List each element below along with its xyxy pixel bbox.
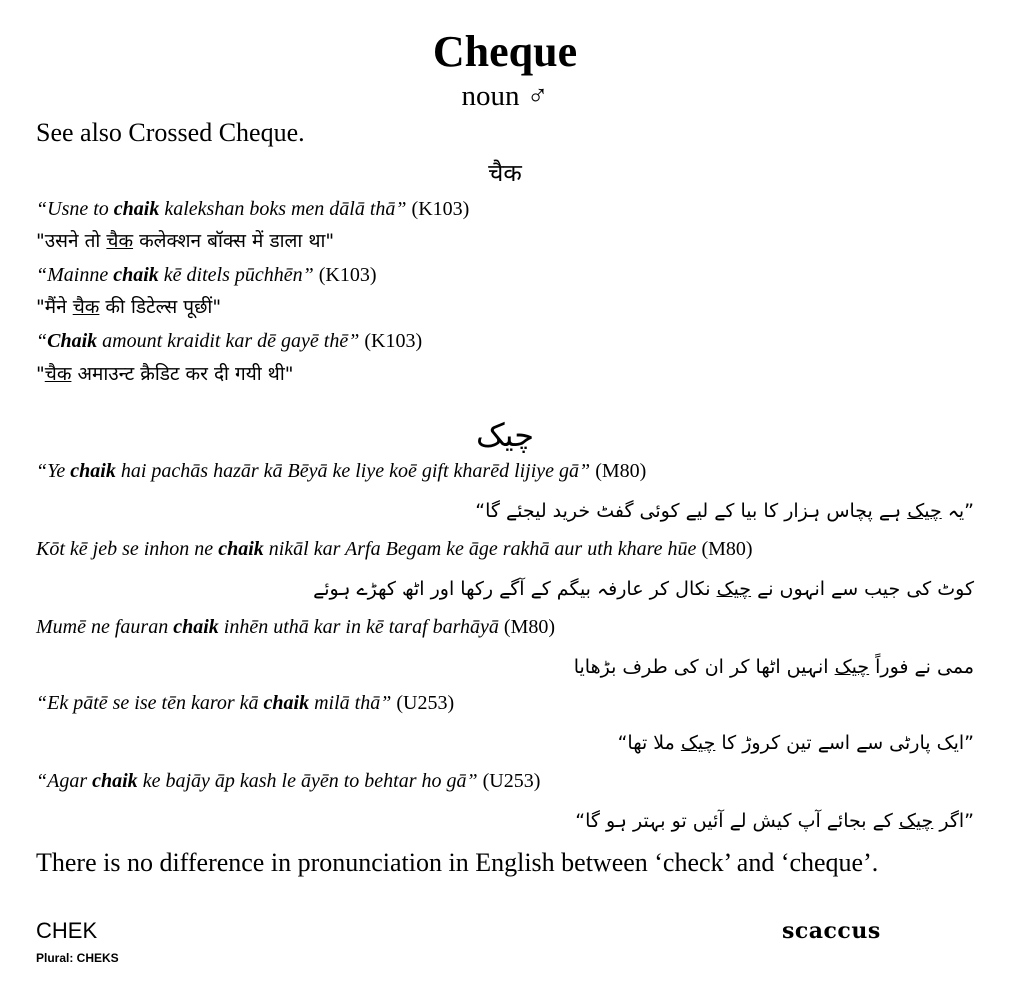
- urdu-example-script: ”ایک پارٹی سے اسے تین کروڑ کا چیک ملا تھا“: [617, 732, 974, 754]
- hindi-example-romanized: “Chaik amount kraidit kar dē gayē thē” (K103): [36, 330, 423, 352]
- hindi-example-romanized: “Mainne chaik kē ditels pūchhēn” (K103): [36, 264, 377, 286]
- hindi-example-romanized: “Usne to chaik kalekshan boks men dālā thā” (K103): [36, 198, 470, 220]
- see-also-note: See also Crossed Cheque.: [36, 118, 305, 147]
- urdu-example-romanized: Mumē ne fauran chaik inhēn uthā kar in kē taraf barhāyā (M80): [36, 616, 556, 638]
- hindi-example-devanagari: "उसने तो चैक कलेक्शन बॉक्स में डाला था": [36, 230, 335, 252]
- headword: Cheque: [432, 27, 578, 76]
- urdu-example-script: ”اگر چیک کے بجائے آپ کیش لے آئیں تو بہتر ہو گا“: [575, 810, 974, 832]
- urdu-heading: چیک: [475, 416, 535, 454]
- urdu-example-romanized: “Ye chaik hai pachās hazār kā Bēyā ke liye koē gift kharēd lijiye gā” (M80): [36, 460, 647, 482]
- plural-label: Plural: CHEKS: [36, 951, 119, 965]
- urdu-example-script: کوٹ کی جیب سے انہوں نے چیک نکال کر عارفہ بیگم کے آگے رکھا اور اٹھ کھڑے ہوئے: [313, 578, 974, 600]
- hindi-heading: चैक: [488, 159, 522, 187]
- part-of-speech: noun ♂: [461, 80, 549, 112]
- hindi-example-devanagari: "चैक अमाउन्ट क्रैडिट कर दी गयी थी": [36, 363, 294, 385]
- entry-code: CHEK: [36, 918, 98, 943]
- urdu-example-script: ”یہ چیک ہے پچاس ہزار کا بیا کے لیے کوئی گفٹ خرید لیجئے گا“: [475, 500, 974, 522]
- urdu-example-romanized: “Agar chaik ke bajāy āp kash le āyēn to behtar ho gā” (U253): [36, 770, 541, 792]
- urdu-example-romanized: Kōt kē jeb se inhon ne chaik nikāl kar Arfa Begam ke āge rakhā aur uth khare hūe (M80): [36, 538, 753, 560]
- hindi-example-devanagari: "मैंने चैक की डिटेल्स पूछीं": [36, 296, 222, 318]
- publisher-logo: scaccus: [782, 918, 881, 944]
- pronunciation-note: There is no difference in pronunciation in English between ‘check’ and ‘cheque’.: [36, 848, 879, 877]
- urdu-example-script: ممی نے فوراً چیک انہیں اٹھا کر ان کی طرف بڑھایا: [573, 656, 974, 678]
- urdu-example-romanized: “Ek pātē se ise tēn karor kā chaik milā thā” (U253): [36, 692, 455, 714]
